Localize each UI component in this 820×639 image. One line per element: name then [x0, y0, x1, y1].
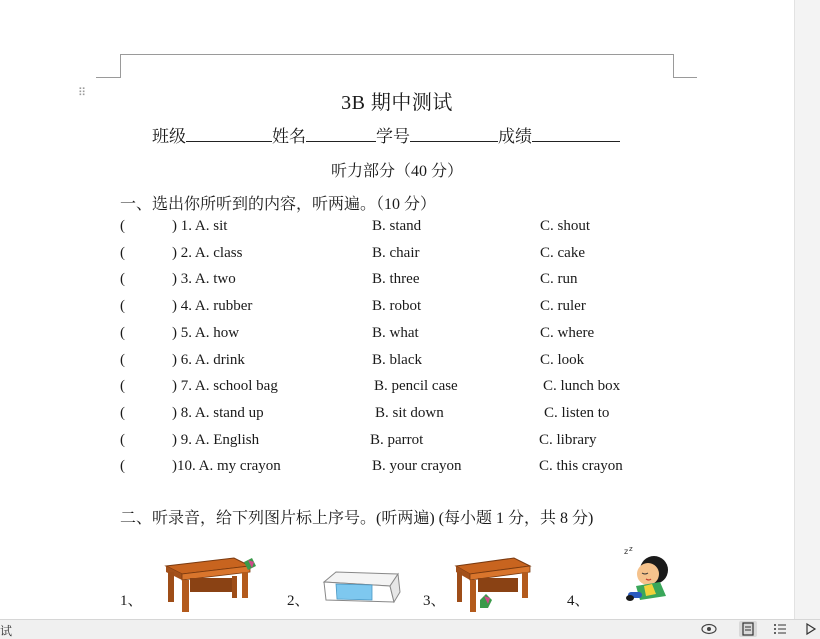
play-icon[interactable] — [802, 621, 820, 637]
option-a: ) 8. A. stand up — [172, 404, 264, 421]
picture-label-4: 4、 — [567, 593, 590, 609]
answer-paren-open: ( — [120, 271, 125, 288]
section2-title: 二、听录音，给下列图片标上序号。(听两遍) (每小题 1 分，共 8 分) — [120, 510, 594, 527]
page-margin-left-mark — [120, 54, 121, 78]
option-c: C. look — [540, 351, 585, 368]
outline-view-icon[interactable] — [771, 621, 789, 637]
question-row — [0, 245, 760, 267]
option-b: B. parrot — [370, 431, 424, 448]
svg-text:z: z — [624, 547, 629, 556]
option-a: ) 6. A. drink — [172, 351, 245, 368]
option-c: C. cake — [540, 244, 585, 261]
info-field-score: 成绩 — [498, 127, 532, 146]
question-row — [0, 458, 760, 480]
desk-with-bag-icon — [452, 554, 534, 614]
sleeping-boy-icon — [622, 546, 678, 604]
option-c: C. this crayon — [539, 458, 623, 475]
option-c: C. run — [540, 271, 578, 288]
eye-icon[interactable] — [700, 621, 718, 637]
option-b: B. your crayon — [372, 458, 462, 475]
answer-paren-open: ( — [120, 351, 125, 368]
page-margin-top-line — [120, 54, 674, 55]
page-margin-right-mark — [673, 54, 674, 78]
paragraph-drag-handle-icon[interactable]: ⠿ — [78, 86, 88, 99]
answer-paren-open: ( — [120, 404, 125, 421]
option-b: B. what — [372, 324, 419, 341]
option-c: C. shout — [540, 218, 591, 234]
option-a: ) 9. A. English — [172, 431, 260, 448]
picture-label-2: 2、 — [287, 593, 310, 609]
page-margin-right-mark — [673, 77, 697, 78]
option-a: ) 3. A. two — [172, 271, 236, 288]
student-info-line — [152, 122, 620, 147]
option-a: ) 5. A. how — [172, 324, 240, 341]
info-field-name: 姓名 — [272, 127, 306, 146]
option-c: C. listen to — [544, 404, 610, 421]
answer-paren-open: ( — [120, 324, 125, 341]
question-row — [0, 325, 760, 347]
answer-paren-open: ( — [120, 244, 125, 261]
listening-heading: 听力部分（40 分） — [330, 163, 463, 180]
answer-paren-open: ( — [120, 218, 125, 234]
document-title: 3B 期中测试 — [341, 92, 453, 114]
question-row — [0, 218, 760, 240]
option-b: B. stand — [372, 218, 422, 234]
section1-title: 一、选出你所听到的内容，听两遍。（10 分） — [120, 196, 437, 213]
option-b: B. robot — [372, 298, 422, 315]
question-row — [0, 432, 760, 454]
answer-paren-open: ( — [120, 458, 125, 475]
info-field-number: 学号 — [376, 127, 410, 146]
question-row — [0, 378, 760, 400]
answer-paren-open: ( — [120, 431, 125, 448]
picture-label-3: 3、 — [423, 593, 446, 609]
option-c: C. where — [540, 324, 595, 341]
option-b: B. three — [372, 271, 420, 288]
vertical-scrollbar[interactable] — [794, 0, 820, 619]
option-b: B. black — [372, 351, 422, 368]
option-b: B. pencil case — [374, 378, 458, 395]
answer-paren-open: ( — [120, 378, 125, 395]
option-c: C. library — [539, 431, 597, 448]
question-row — [0, 352, 760, 374]
question-row — [0, 271, 760, 293]
option-a: )10. A. my crayon — [172, 458, 281, 475]
question-row — [0, 298, 760, 320]
status-bar-text: 试 — [0, 624, 13, 638]
page-view-icon[interactable] — [739, 621, 757, 637]
question-row — [0, 405, 760, 427]
desk-with-bag-icon — [156, 554, 260, 614]
option-a: ) 2. A. class — [172, 244, 243, 261]
answer-paren-open: ( — [120, 298, 125, 315]
option-c: C. ruler — [540, 298, 586, 315]
option-b: B. sit down — [375, 404, 444, 421]
option-c: C. lunch box — [543, 378, 621, 395]
info-field-class: 班级 — [152, 127, 186, 146]
option-a: ) 7. A. school bag — [172, 378, 278, 395]
svg-text:z: z — [629, 546, 633, 553]
page-margin-left-mark — [96, 77, 121, 78]
picture-label-1: 1、 — [120, 593, 143, 609]
option-a: ) 4. A. rubber — [172, 298, 253, 315]
option-b: B. chair — [372, 244, 420, 261]
option-a: ) 1. A. sit — [172, 218, 228, 234]
eraser-icon — [320, 570, 402, 606]
status-bar — [0, 619, 820, 639]
